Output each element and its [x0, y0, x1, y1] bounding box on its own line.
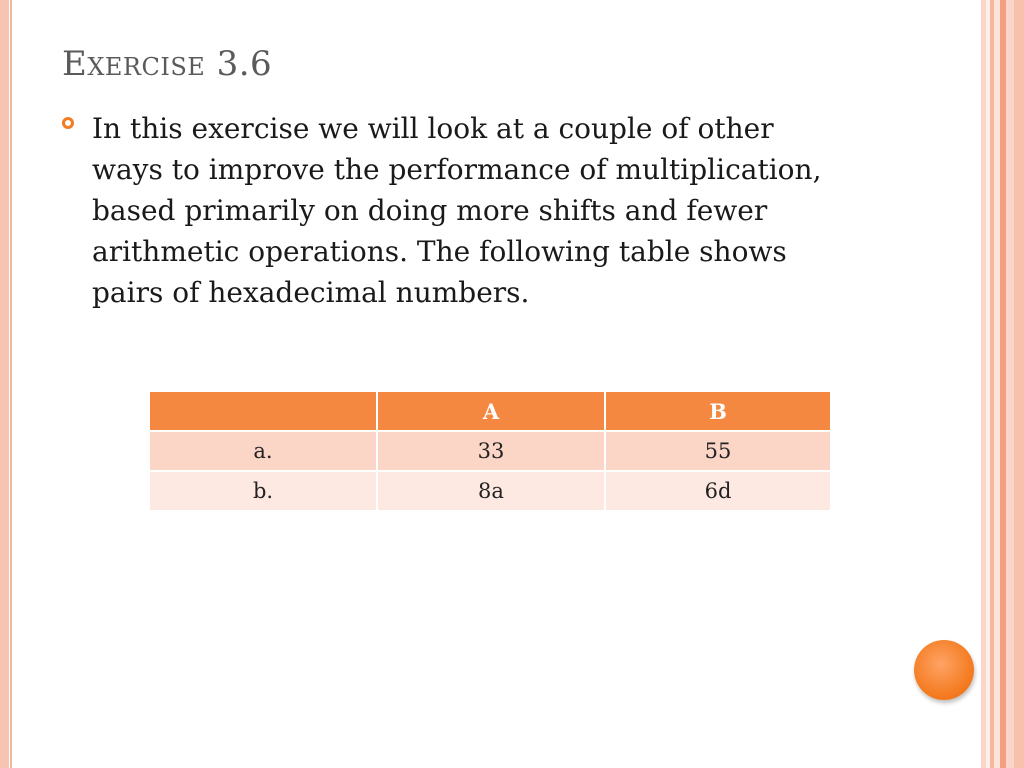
table-header-cell	[150, 392, 376, 430]
table-cell: 55	[606, 432, 830, 470]
table-row	[150, 472, 830, 510]
bullet-text: In this exercise we will look at a couple of other ways to improve the performance of multiplication, based primarily on doing more shifts and fewer arithmetic operations. The following table shows pairs of hexadecimal numbers.	[92, 112, 822, 309]
table-cell: a.	[150, 432, 376, 470]
slide-title: Exercise 3.6	[62, 44, 273, 84]
table-cell: 33	[378, 432, 604, 470]
table-header-cell: A	[378, 392, 604, 430]
table-header-cell: B	[606, 392, 830, 430]
table-header-row	[150, 392, 830, 430]
bullet-circle-icon	[62, 117, 74, 129]
table-cell: 8a	[378, 472, 604, 510]
table-row	[150, 432, 830, 470]
left-decorative-stripe	[0, 0, 9, 768]
right-decorative-band	[978, 0, 1024, 768]
slide-nav-circle-button[interactable]	[914, 640, 974, 700]
table-cell: b.	[150, 472, 376, 510]
table-cell: 6d	[606, 472, 830, 510]
hex-pairs-table	[148, 390, 832, 512]
